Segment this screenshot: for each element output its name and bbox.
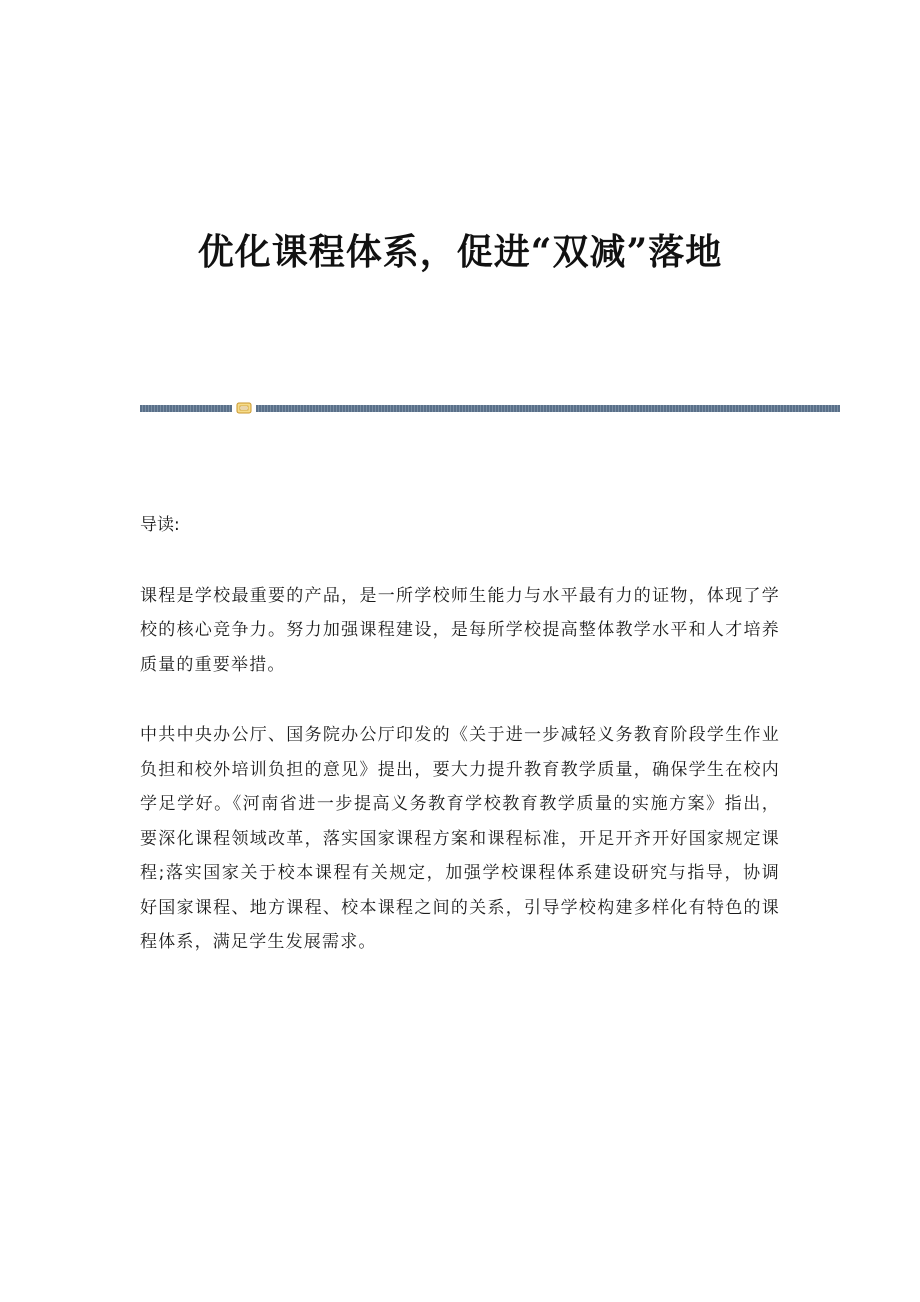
divider-bar-left <box>140 405 232 412</box>
paragraph-2: 中共中央办公厅、国务院办公厅印发的《关于进一步减轻义务教育阶段学生作业负担和校外培训负担的意见》提出，要大力提升教育教学质量，确保学生在校内学足学好。《河南省进一步提高义务教育学校教育教学质量的实施方案》指出，要深化课程领域改革，落实国家课程方案和课程标准，开足开齐开好国家规定课程;落实国家关于校本课程有关规定，加强学校课程体系建设研究与指导，协调好国家课程、地方课程、校本课程之间的关系，引导学校构建多样化有特色的课程体系，满足学生发展需求。 <box>140 725 780 952</box>
ornament-icon <box>236 402 252 414</box>
title-divider <box>140 402 840 414</box>
divider-bar-right <box>256 405 840 412</box>
document-body <box>140 508 780 996</box>
paragraph-1: 课程是学校最重要的产品，是一所学校师生能力与水平最有力的证物，体现了学校的核心竞争力。努力加强课程建设，是每所学校提高整体教学水平和人才培养质量的重要举措。 <box>140 585 780 675</box>
page-title: 优化课程体系，促进“双减”落地 <box>197 231 723 274</box>
lead-label: 导读: <box>140 515 180 535</box>
